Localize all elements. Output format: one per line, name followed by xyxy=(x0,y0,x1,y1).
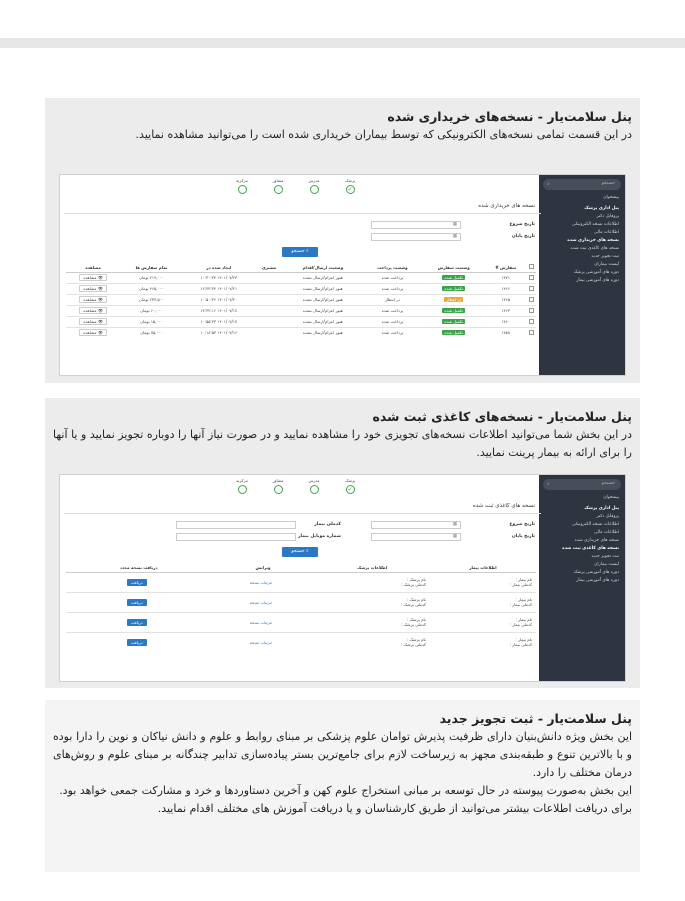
paper-table xyxy=(66,563,536,652)
circle-icon xyxy=(274,485,283,494)
section-new-prescription xyxy=(45,700,640,872)
checkbox[interactable] xyxy=(529,264,534,269)
to-date-label: تاریخ پایان xyxy=(511,534,535,539)
sidebar-item-doctor-panel[interactable]: پنل اداری پزشک xyxy=(584,506,619,511)
section-paragraph: این بخش ویژه دانش‌بنیان دارای ظرفیت پذیرش توامان علوم پزشکی بر مبنای روابط و علوم و دانش نیاکان و نوین را دارا بوده و با بالاترین تنوع و طبقه‌بندی مجهز به زیرساخت لازم برای جامع‌ترین بستر پیاده‌سازی تدابیر چندگانه بر مبنای علوم و روش‌های درمان مختلف را دارد. xyxy=(53,730,632,779)
top-bar xyxy=(0,0,685,48)
to-date-label: تاریخ پایان xyxy=(511,234,535,239)
view-button[interactable]: 👁 مشاهده xyxy=(79,307,107,314)
sidebar-item[interactable]: دوره های آموزشی پزشک xyxy=(573,270,619,275)
step[interactable]: مشاور xyxy=(266,178,290,194)
sidebar-item[interactable]: اطلاعات مالی xyxy=(594,230,619,235)
section-paragraph: برای دریافت اطلاعات بیشتر می‌توانید از طریق کارشناسان و یا دریافت آموزش های مختلف اقدام نمایید. xyxy=(157,802,632,815)
status-badge: تکمیل شده xyxy=(444,319,464,324)
section-paper-prescriptions xyxy=(45,398,640,688)
sidebar-item-doctor-panel[interactable]: پنل اداری پزشک xyxy=(584,206,619,211)
circle-icon xyxy=(274,185,283,194)
page-title: نسخه های خریداری شده xyxy=(478,203,535,209)
sidebar-item-purchased[interactable]: نسخه های خریداری شده xyxy=(567,238,619,243)
to-date-input[interactable] xyxy=(371,533,461,541)
receive-button[interactable]: دریافت xyxy=(127,619,147,626)
national-code-input[interactable] xyxy=(176,521,296,529)
sidebar-item[interactable]: نسخه های خریداری شده xyxy=(574,538,619,543)
check-icon: ✓ xyxy=(347,486,353,493)
from-date-label: تاریخ شروع xyxy=(509,222,535,227)
to-date-input[interactable] xyxy=(371,233,461,241)
sidebar-item[interactable]: پروفایل دکتر xyxy=(596,214,619,219)
sidebar-item[interactable]: اطلاعات نسخه الکترونیکی xyxy=(572,222,619,227)
table-row[interactable]: ۱۴۶۵ در انتظار در انتظار هنوز اعزام/ارسال نشده ۱۴۰۱/۰۷/۲۰ ۱۰:۵۰:۳۶ ۲۳۳,۵۰۰ تومان 👁 مشاهده xyxy=(66,294,536,305)
main-panel xyxy=(60,475,541,681)
sidebar-item[interactable]: لیست بیماران xyxy=(594,262,619,267)
table-row[interactable]: ۱۴۶۰ تکمیل شده پرداخت شده هنوز اعزام/ارسال نشده ۱۴۰۱/۰۷/۱۷ ۱۰:۵۵:۳۳ ۱۵,۰۰۰ تومان 👁 مشاهده xyxy=(66,316,536,327)
view-button[interactable]: 👁 مشاهده xyxy=(79,274,107,281)
column-header: اطلاعات بیمار xyxy=(430,563,536,572)
status-badge: تکمیل شده xyxy=(444,286,464,291)
circle-icon xyxy=(310,485,319,494)
screenshot-purchased xyxy=(59,174,626,376)
national-code-label: کدملی بیمار xyxy=(314,522,341,527)
status-badge: تکمیل شده xyxy=(444,275,464,280)
phone-input[interactable] xyxy=(176,533,296,541)
section-title: پنل سلامت‌یار - نسخه‌های کاغذی ثبت شده xyxy=(372,409,632,424)
sidebar-item[interactable]: دوره های آموزشی بیمار xyxy=(576,278,619,283)
table-row[interactable]: نام بیمار : کدملی بیمار : نام پزشک : کدملی پزشک : جزئیات نسخه دریافت xyxy=(66,612,536,632)
edit-link[interactable]: جزئیات نسخه xyxy=(249,619,273,625)
circle-icon xyxy=(238,485,247,494)
section-body: در این قسمت تمامی نسخه‌های الکترونیکی که توسط بیماران خریداری شده است را می‌توانید مشاهده نمایید. xyxy=(135,128,632,141)
sidebar-search-input[interactable]: جستجو ⌕ xyxy=(543,479,621,490)
table-row[interactable]: نام بیمار : کدملی بیمار : نام پزشک : کدملی پزشک : جزئیات نسخه دریافت xyxy=(66,592,536,612)
table-row[interactable]: ۱۴۷۱ تکمیل شده پرداخت شده هنوز اعزام/ارسال نشده ۱۴۰۱/۰۷/۲۳ ۱۰:۳۰:۳۴ ۲۱۹,۰۰۰ تومان 👁 مشاهده xyxy=(66,272,536,283)
section-title: پنل سلامت‌یار - نسخه‌های خریداری شده xyxy=(387,109,632,124)
step[interactable]: مشاور xyxy=(266,478,290,494)
view-button[interactable]: 👁 مشاهده xyxy=(79,318,107,325)
from-date-input[interactable] xyxy=(371,221,461,229)
circle-icon xyxy=(310,185,319,194)
step[interactable]: پزشک ✓ xyxy=(344,478,356,493)
status-badge: تکمیل شده xyxy=(444,308,464,313)
column-header: وضعیت پرداخت xyxy=(363,263,423,272)
edit-link[interactable]: جزئیات نسخه xyxy=(249,579,273,585)
sidebar-item[interactable]: پروفایل دکتر xyxy=(596,514,619,519)
receive-button[interactable]: دریافت xyxy=(127,639,147,646)
from-date-input[interactable] xyxy=(371,521,461,529)
purchased-table xyxy=(66,263,536,338)
step[interactable]: مدرس xyxy=(302,478,326,494)
receive-button[interactable]: دریافت xyxy=(127,579,147,586)
sidebar-item-dashboard[interactable]: پیشخوان xyxy=(603,495,619,500)
column-header: سفارش # xyxy=(485,263,526,272)
column-header: دریافت نسخه مجدد xyxy=(66,563,211,572)
section-body: در این بخش شما می‌توانید اطلاعات نسخه‌های تجویزی خود را مشاهده نمایید و در صورت نیاز آنها را دوباره تجویز نمایید و یا آنها را برای ارائه به بیمار پرینت نمایید. xyxy=(53,428,632,459)
sidebar-item[interactable]: نسخه های کاغذی ثبت شده xyxy=(570,246,619,251)
section-purchased-prescriptions xyxy=(45,98,640,383)
sidebar-item-paper[interactable]: نسخه های کاغذی ثبت شده xyxy=(562,546,619,551)
main-panel xyxy=(60,175,541,375)
view-button[interactable]: 👁 مشاهده xyxy=(79,296,107,303)
column-header: ایجاد شده در xyxy=(183,263,255,272)
step[interactable]: مرکزیه xyxy=(230,178,254,194)
sidebar-item[interactable]: ثبت تجویز جدید xyxy=(591,254,619,259)
role-steps xyxy=(230,178,370,202)
checkbox[interactable] xyxy=(529,297,534,302)
from-date-label: تاریخ شروع xyxy=(509,522,535,527)
table-row[interactable]: نام بیمار : کدملی بیمار : نام پزشک : کدملی پزشک : جزئیات نسخه دریافت xyxy=(66,572,536,592)
column-header: وضعیت ارسال/اقدام xyxy=(283,263,363,272)
edit-link[interactable]: جزئیات نسخه xyxy=(249,599,273,605)
status-badge: در انتظار xyxy=(446,297,462,302)
column-header: مشتری xyxy=(255,263,283,272)
checkbox[interactable] xyxy=(529,330,534,335)
section-paragraph: این بخش به‌صورت پیوسته در حال توسعه بر مبانی استخراج علوم کهن و آخرین دستاوردها و خرد و مشارکت جمعی خواهد بود. xyxy=(59,784,632,797)
column-header: وضعیت سفارش xyxy=(422,263,485,272)
sidebar xyxy=(539,475,625,681)
screenshot-paper xyxy=(59,474,626,682)
column-header: ویرایش xyxy=(211,563,314,572)
step[interactable]: مرکزیه xyxy=(230,478,254,494)
checkbox[interactable] xyxy=(529,319,534,324)
sidebar-item[interactable]: دوره های آموزشی پزشک xyxy=(573,570,619,575)
column-header: مشاهده xyxy=(66,263,120,272)
calendar-icon: ▦ xyxy=(452,522,457,527)
calendar-icon: ▦ xyxy=(452,222,457,227)
sidebar-item[interactable]: اطلاعات نسخه الکترونیکی xyxy=(572,522,619,527)
table-row[interactable]: ۱۴۵۸ تکمیل شده پرداخت شده هنوز اعزام/ارسال نشده ۱۴۰۱/۰۷/۱۶ ۱۰:۱۸:۵۳ ۷۵,۰۰۰ تومان 👁 مشاهده xyxy=(66,327,536,338)
table-row[interactable]: ۱۴۶۳ تکمیل شده پرداخت شده هنوز اعزام/ارسال نشده ۱۴۰۱/۰۷/۱۷ ۱۴:۳۴:۱۶ ۶۰,۰۰۰ تومان 👁 مشاهده xyxy=(66,305,536,316)
view-button[interactable]: 👁 مشاهده xyxy=(79,329,107,336)
section-title: پنل سلامت‌یار - ثبت تجویز جدید xyxy=(439,711,632,726)
sidebar-item[interactable]: دوره های آموزشی بیمار xyxy=(576,578,619,583)
phone-label: شماره موبایل بیمار xyxy=(297,534,341,539)
sidebar xyxy=(539,175,625,375)
search-button[interactable]: ⌕ جستجو xyxy=(282,547,318,557)
view-button[interactable]: 👁 مشاهده xyxy=(79,285,107,292)
search-icon: ⌕ xyxy=(547,481,550,487)
sidebar-search-input[interactable]: جستجو ⌕ xyxy=(543,179,621,190)
sidebar-item[interactable]: اطلاعات مالی xyxy=(594,530,619,535)
search-icon: ⌕ xyxy=(547,181,550,187)
page-title: نسخه های کاغذی ثبت شده xyxy=(472,503,535,509)
checkbox[interactable] xyxy=(529,286,534,291)
table-row[interactable]: نام بیمار : کدملی بیمار : نام پزشک : کدملی پزشک : جزئیات نسخه دریافت xyxy=(66,632,536,652)
sidebar-item[interactable]: لیست بیماران xyxy=(594,562,619,567)
table-row[interactable]: ۱۴۶۶ تکمیل شده پرداخت شده هنوز اعزام/ارسال نشده ۱۴۰۱/۰۷/۲۱ ۱۲:۳۳:۳۴ ۴۶۵,۰۰۰ تومان 👁 مشاهده xyxy=(66,283,536,294)
role-steps xyxy=(230,478,370,502)
receive-button[interactable]: دریافت xyxy=(127,599,147,606)
column-header: تمام سفارش ها xyxy=(120,263,182,272)
sidebar-item-dashboard[interactable]: پیشخوان xyxy=(603,195,619,200)
checkbox[interactable] xyxy=(529,308,534,313)
search-button[interactable]: ⌕ جستجو xyxy=(282,247,318,257)
status-badge: تکمیل شده xyxy=(444,330,464,336)
sidebar-item[interactable]: ثبت تجویز جدید xyxy=(591,554,619,559)
check-icon: ✓ xyxy=(347,186,353,193)
calendar-icon: ▦ xyxy=(452,234,457,239)
column-header: اطلاعات پزشک xyxy=(315,563,430,572)
checkbox[interactable] xyxy=(529,275,534,280)
step[interactable]: پزشک ✓ xyxy=(344,178,356,193)
circle-icon xyxy=(238,185,247,194)
edit-link[interactable]: جزئیات نسخه xyxy=(249,639,273,645)
step[interactable]: مدرس xyxy=(302,178,326,194)
calendar-icon: ▦ xyxy=(452,534,457,539)
